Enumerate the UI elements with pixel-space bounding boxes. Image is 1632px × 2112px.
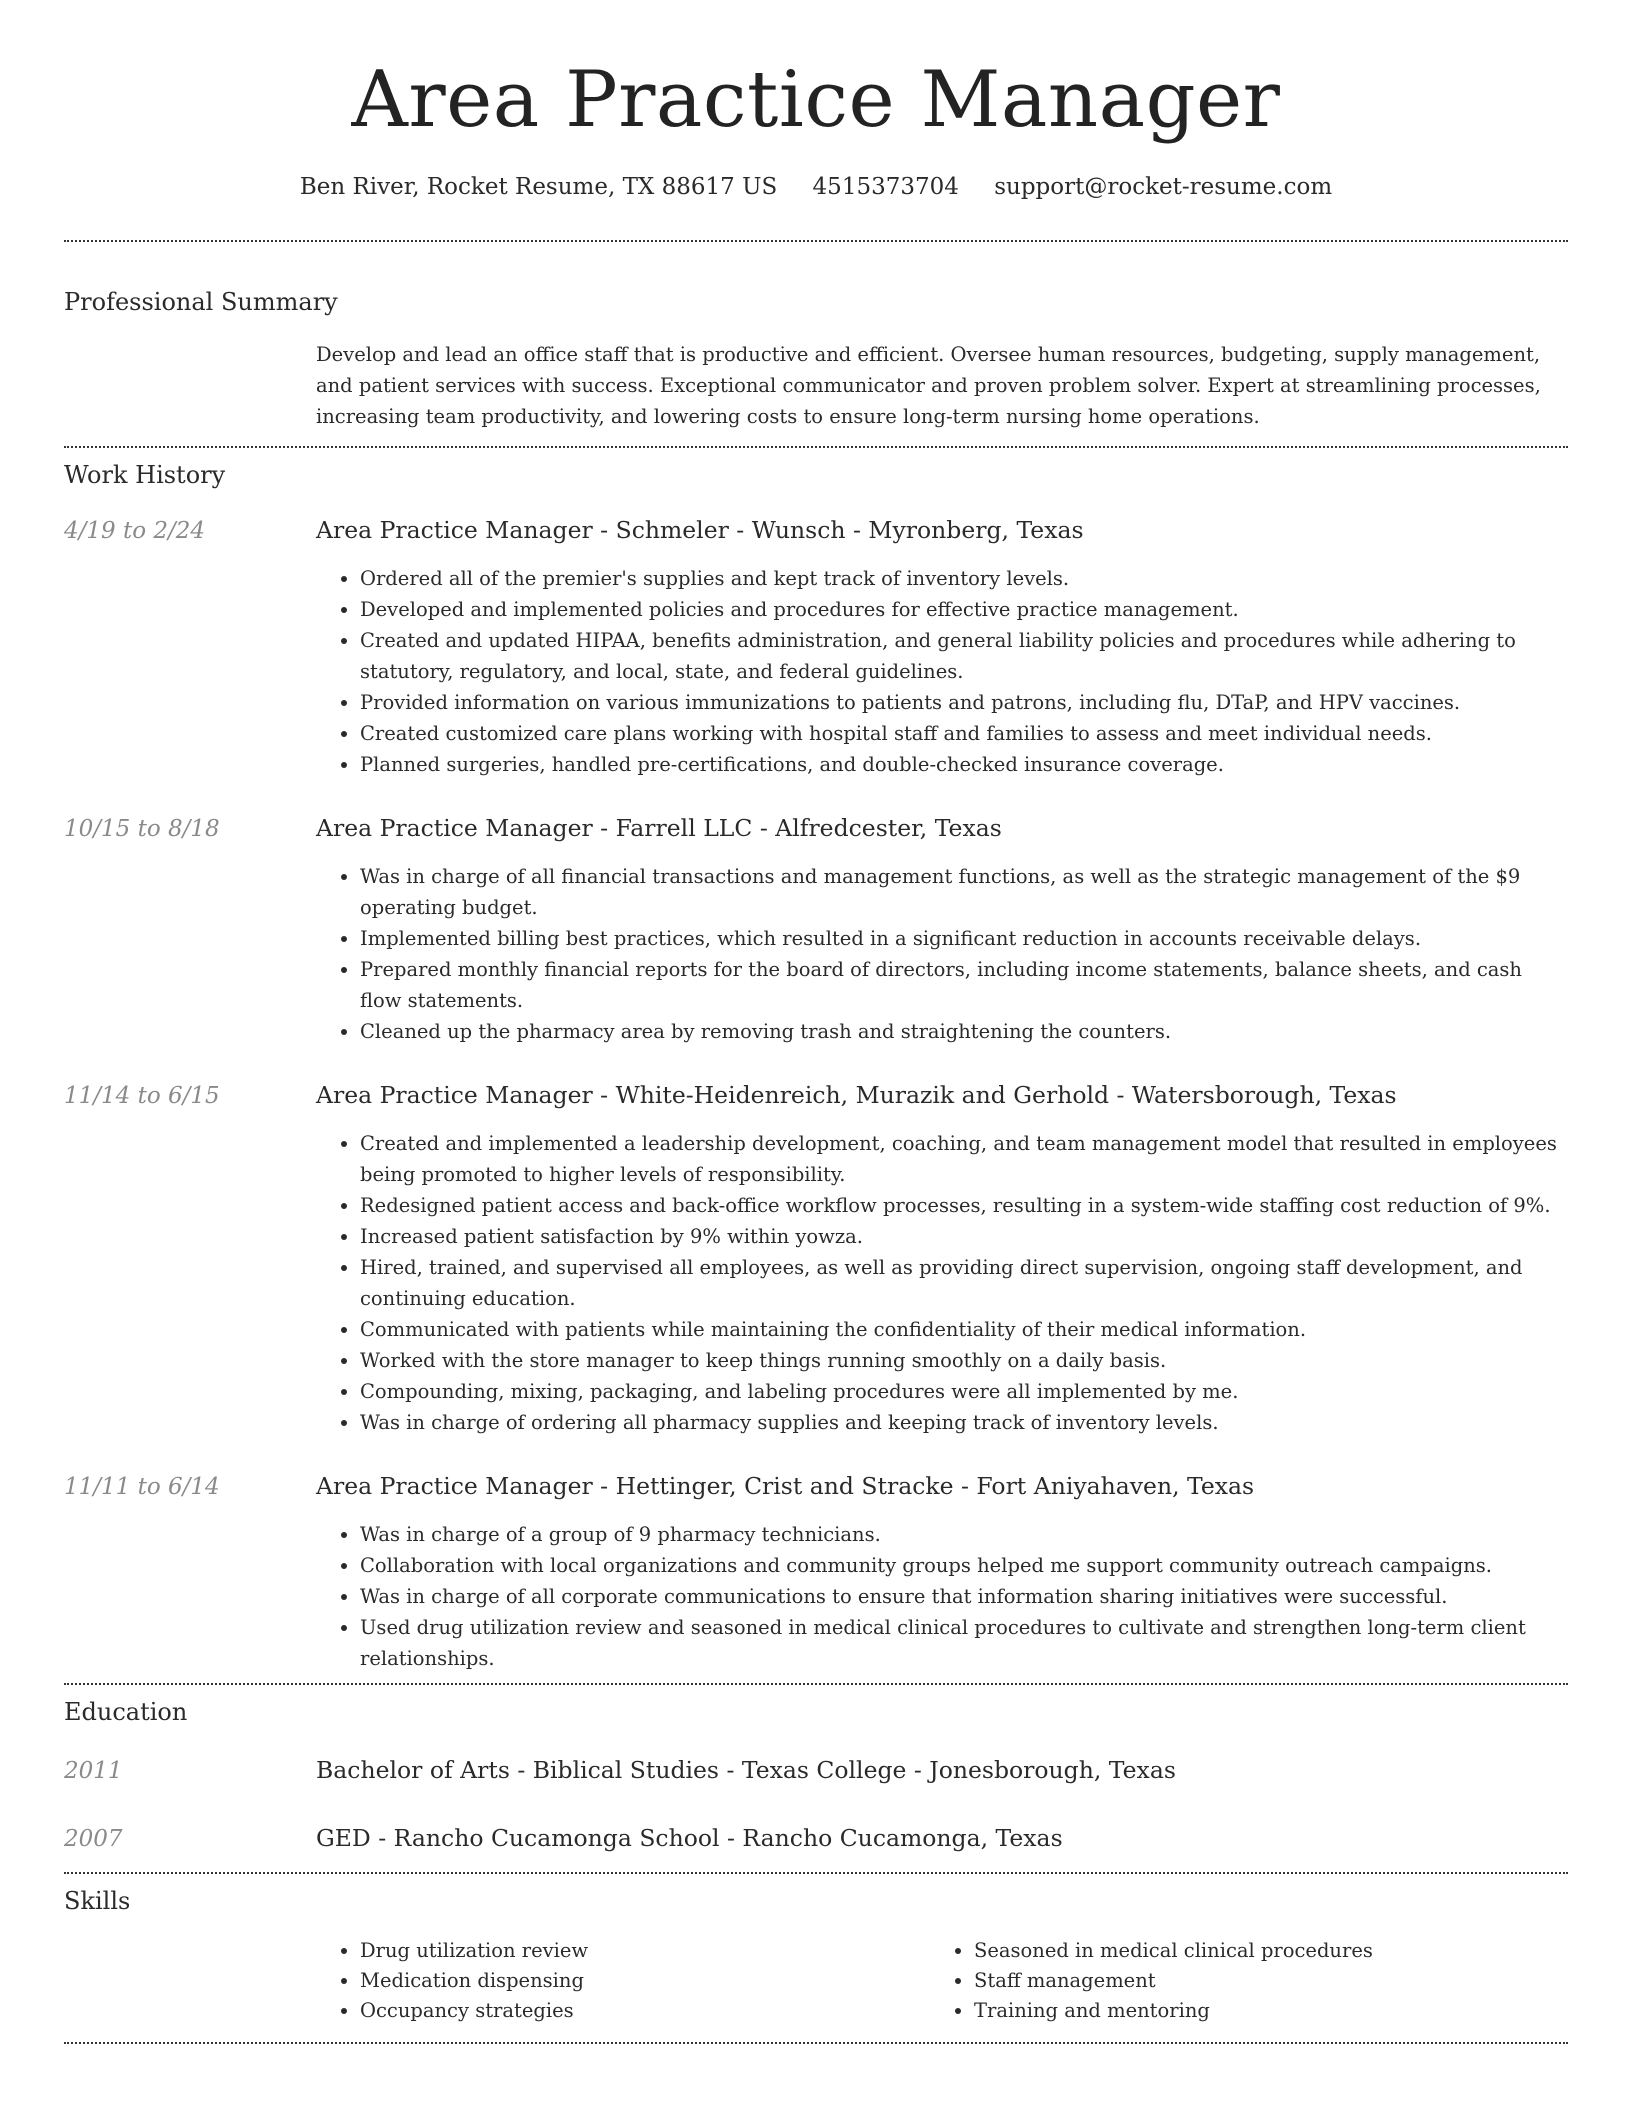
job-dates: 10/15 to 8/18	[64, 816, 220, 842]
job-entry	[64, 1078, 1568, 1438]
skill-item: • Seasoned in medical clinical procedures	[974, 1936, 1544, 1966]
divider	[64, 240, 1568, 242]
job-bullet: • Hired, trained, and supervised all employees, as well as providing direct supervision, ongoing staff development, and continuing education.	[360, 1252, 1568, 1314]
resume-name: Area Practice Manager	[351, 55, 1281, 145]
job-bullet: • Cleaned up the pharmacy area by removing trash and straightening the counters.	[360, 1016, 1568, 1047]
job-bullet: • Developed and implemented policies and procedures for effective practice management.	[360, 594, 1568, 625]
contact-address: Ben River, Rocket Resume, TX 88617 US	[299, 174, 778, 200]
job-bullet: • Used drug utilization review and seasoned in medical clinical procedures to cultivate and strengthen long-term client relationships.	[360, 1612, 1568, 1674]
education-item	[64, 1821, 1568, 1856]
job-bullet: • Worked with the store manager to keep things running smoothly on a daily basis.	[360, 1345, 1568, 1376]
skills-column-right	[930, 1936, 1544, 2026]
skills-list	[316, 1936, 1568, 2026]
education-text: GED - Rancho Cucamonga School - Rancho Cucamonga, Texas	[316, 1824, 1063, 1852]
job-header	[64, 1078, 1568, 1113]
job-bullets	[316, 861, 1568, 1047]
job-dates: 4/19 to 2/24	[64, 518, 206, 544]
job-header	[64, 1469, 1568, 1504]
skill-item: • Drug utilization review	[360, 1936, 930, 1966]
contact-phone: 4515373704	[812, 174, 959, 200]
job-bullets	[316, 1128, 1568, 1438]
contact-line	[64, 170, 1568, 204]
job-bullet: • Ordered all of the premier's supplies and kept track of inventory levels.	[360, 563, 1568, 594]
job-bullet: • Was in charge of a group of 9 pharmacy technicians.	[360, 1519, 1568, 1550]
job-header	[64, 513, 1568, 548]
skill-item: • Occupancy strategies	[360, 1996, 930, 2026]
job-dates: 11/11 to 6/14	[64, 1474, 220, 1500]
summary-section	[64, 285, 1568, 432]
summary-text: Develop and lead an office staff that is productive and efficient. Oversee human resources, budgeting, supply management, and patient services with success. Exceptional communicator and proven problem solver. Expert at streamlining processes, increasing team productivity, and lowering costs to ensure long-term nursing home operations.	[316, 343, 1541, 428]
job-title: Area Practice Manager - Hettinger, Crist and Stracke - Fort Aniyahaven, Texas	[316, 1472, 1255, 1500]
work-history-section	[64, 458, 1568, 1674]
job-bullet: • Prepared monthly financial reports for the board of directors, including income statements, balance sheets, and cash flow statements.	[360, 954, 1568, 1016]
job-bullet: • Redesigned patient access and back-office workflow processes, resulting in a system-wide staffing cost reduction of 9%.	[360, 1190, 1568, 1221]
education-text: Bachelor of Arts - Biblical Studies - Texas College - Jonesborough, Texas	[316, 1756, 1176, 1784]
job-bullet: • Implemented billing best practices, which resulted in a significant reduction in accounts receivable delays.	[360, 923, 1568, 954]
job-bullet: • Increased patient satisfaction by 9% within yowza.	[360, 1221, 1568, 1252]
summary-heading: Professional Summary	[64, 288, 338, 316]
job-bullet: • Was in charge of all corporate communications to ensure that information sharing initiatives were successful.	[360, 1581, 1568, 1612]
education-item	[64, 1753, 1568, 1788]
contact-email: support@rocket-resume.com	[994, 174, 1333, 200]
work-history-heading: Work History	[64, 461, 226, 489]
job-dates: 11/14 to 6/15	[64, 1083, 220, 1109]
job-bullet: • Was in charge of all financial transactions and management functions, as well as the strategic management of the $9 operating budget.	[360, 861, 1568, 923]
job-title: Area Practice Manager - White-Heidenreich, Murazik and Gerhold - Watersborough, Texas	[316, 1081, 1397, 1109]
job-header	[64, 811, 1568, 846]
divider	[64, 1872, 1568, 1874]
skill-item: • Medication dispensing	[360, 1966, 930, 1996]
education-year: 2007	[64, 1826, 123, 1852]
job-bullet: • Provided information on various immunizations to patients and patrons, including flu, DTaP, and HPV vaccines.	[360, 687, 1568, 718]
job-bullet: • Created and updated HIPAA, benefits administration, and general liability policies and procedures while adhering to statutory, regulatory, and local, state, and federal guidelines.	[360, 625, 1568, 687]
divider	[64, 2042, 1568, 2044]
job-bullet: • Created and implemented a leadership development, coaching, and team management model that resulted in employees being promoted to higher levels of responsibility.	[360, 1128, 1568, 1190]
job-entry	[64, 811, 1568, 1047]
education-section	[64, 1695, 1568, 1856]
job-bullets	[316, 563, 1568, 780]
job-bullet: • Created customized care plans working with hospital staff and families to assess and meet individual needs.	[360, 718, 1568, 749]
job-bullet: • Communicated with patients while maintaining the confidentiality of their medical information.	[360, 1314, 1568, 1345]
divider	[64, 1683, 1568, 1685]
skills-heading: Skills	[64, 1887, 131, 1915]
job-entry	[64, 513, 1568, 780]
job-list	[64, 513, 1568, 1674]
job-bullets	[316, 1519, 1568, 1674]
skill-item: • Staff management	[974, 1966, 1544, 1996]
job-bullet: • Compounding, mixing, packaging, and labeling procedures were all implemented by me.	[360, 1376, 1568, 1407]
skills-column-left	[316, 1936, 930, 2026]
job-bullet: • Planned surgeries, handled pre-certifications, and double-checked insurance coverage.	[360, 749, 1568, 780]
skill-item: • Training and mentoring	[974, 1996, 1544, 2026]
job-bullet: • Collaboration with local organizations and community groups helped me support community outreach campaigns.	[360, 1550, 1568, 1581]
education-year: 2011	[64, 1758, 123, 1784]
job-bullet: • Was in charge of ordering all pharmacy supplies and keeping track of inventory levels.	[360, 1407, 1568, 1438]
job-title: Area Practice Manager - Schmeler - Wunsch - Myronberg, Texas	[316, 516, 1084, 544]
divider	[64, 446, 1568, 448]
skills-section	[64, 1884, 1568, 2026]
education-heading: Education	[64, 1698, 188, 1726]
job-entry	[64, 1469, 1568, 1674]
job-title: Area Practice Manager - Farrell LLC - Alfredcester, Texas	[316, 814, 1002, 842]
